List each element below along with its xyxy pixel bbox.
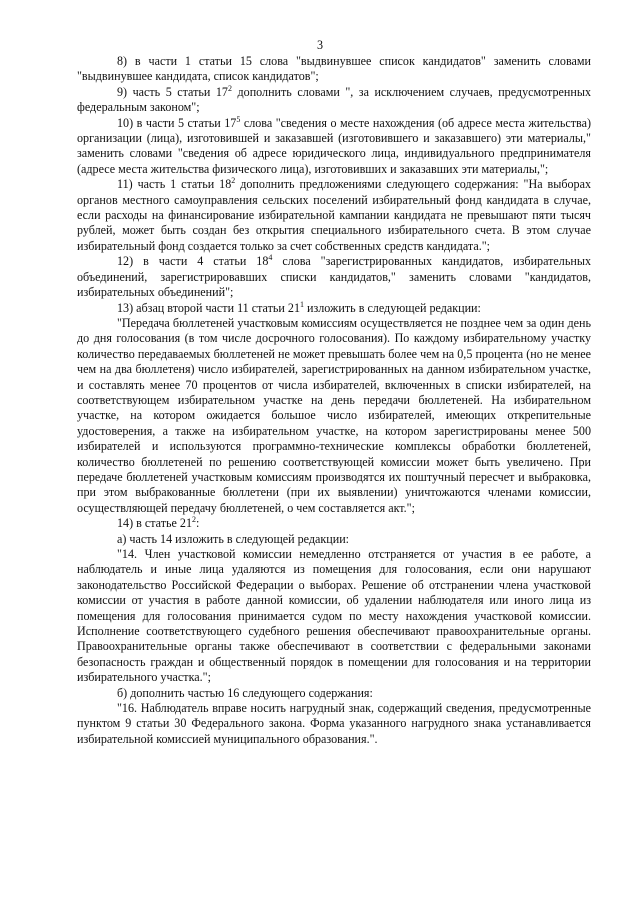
paragraph-text-rest: слова "сведения о месте нахождения (об адресе места жительства) организации (лица), изготовившей и заказавшей (изготовившего и заказавшего) эти материалы," заменить словами "сведения об адресе юридического лица, индивидуального предпринимателя (адресе места жительства физического лица), изготовивших и заказавших эти материалы,"; bbox=[77, 115, 592, 176]
paragraph-text: 8) в части 1 статьи 15 слова "выдвинувшее список кандидатов" заменить словами "выдвинувшее кандидата, список кандидатов"; bbox=[77, 54, 591, 84]
paragraph-text-rest: : bbox=[196, 516, 200, 531]
paragraph-text: б) дополнить частью 16 следующего содержания: bbox=[117, 685, 373, 700]
quoted-part-14-text bbox=[77, 547, 591, 686]
paragraph-text: 14) в статье 21 bbox=[117, 516, 193, 531]
superscript: 1 bbox=[300, 299, 304, 309]
superscript: 2 bbox=[231, 176, 236, 186]
page-number: 3 bbox=[316, 38, 324, 52]
paragraph-item-12 bbox=[77, 254, 591, 300]
paragraph-text: 10) в части 5 статьи 17 bbox=[117, 115, 237, 130]
paragraph-text-rest: дополнить словами ", за исключением случаев, предусмотренных федеральным законом"; bbox=[77, 84, 591, 115]
paragraph-text-rest: дополнить предложениями следующего содержания: "На выборах органов местного самоуправления сельских поселений избирательный фонд кандидата в случае, если расходы на финансирование избирательной кампании кандидата не превышают пяти тысяч рублей, может быть создан без открытия специального избирательного счета. В этом случае избирательный фонд создается только за счет собственных средств кандидата."; bbox=[77, 177, 591, 253]
subparagraph-b bbox=[77, 686, 591, 701]
paragraph-item-8 bbox=[77, 54, 591, 85]
document-body bbox=[77, 54, 591, 747]
paragraph-text: "16. Наблюдатель вправе носить нагрудный знак, содержащий сведения, предусмотренные пунктом 9 статьи 30 Федерального закона. Форма указанного нагрудного знака устанавливается избирательной комиссией муниципального образования.". bbox=[77, 701, 591, 746]
paragraph-text: 12) в части 4 статьи 18 bbox=[117, 254, 269, 269]
paragraph-item-10 bbox=[77, 116, 591, 178]
quoted-part-16-text bbox=[77, 701, 591, 747]
paragraph-text-rest: слова "зарегистрированных кандидатов, избирательных объединений, зарегистрировавших списки кандидатов," заменить словами "кандидатов, избирательных объединений"; bbox=[77, 254, 591, 300]
paragraph-item-14 bbox=[77, 516, 591, 531]
paragraph-item-9 bbox=[77, 85, 591, 116]
paragraph-text: 11) часть 1 статьи 18 bbox=[117, 177, 232, 192]
superscript: 5 bbox=[236, 114, 241, 124]
quoted-ballot-transfer-text bbox=[77, 316, 591, 516]
paragraph-item-11 bbox=[77, 177, 591, 254]
paragraph-text: 13) абзац второй части 11 статьи 21 bbox=[117, 300, 300, 315]
paragraph-text-rest: изложить в следующей редакции: bbox=[304, 300, 481, 315]
paragraph-text: "Передача бюллетеней участковым комиссиям осуществляется не позднее чем за один день до дня голосования (в том числе досрочного голосования). По каждому избирательному участку количество передаваемых бюллетеней не может превышать более чем на 0,5 процента (но не менее чем на два бюллетеня) число избирателей, зарегистрированных на данном избирательном участке, и составлять менее 70 процентов от числа избирателей, включенных в списки избирателей, на соответствующем избирательном участке на день передачи бюллетеней. На избирательном участке, на котором ожидается большое число избирателей, имеющих открепительные удостоверения, а также на избирательном участке, на котором зарегистрированы менее 500 избирателей и используются программно-технические комплексы обработки бюллетеней, количество бюллетеней по решению соответствующей комиссии может быть увеличено. При передаче бюллетеней участковым комиссиям производятся их поштучный пересчет и выбраковка, при этом выбракованные бюллетени (при их выявлении) уничтожаются членами комиссии, осуществляющей передачу бюллетеней, о чем составляется акт."; bbox=[77, 315, 591, 515]
paragraph-text: "14. Член участковой комиссии немедленно отстраняется от участия в ее работе, а наблюдатель и иные лица удаляются из помещения для голосования, если они нарушают законодательство Российской Федерации о выборах. Решение об отстранении члена участковой комиссии от участия в работе данной комиссии, об удалении наблюдателя или иного лица из помещения для голосования принимается судом по месту нахождения участковой комиссии. Исполнение соответствующего судебного решения обеспечивают правоохранительные органы. Правоохранительные органы также обеспечивают в соответствии с федеральными законами безопасность граждан и общественный порядок в помещении для голосования и на территории избирательного участка."; bbox=[77, 547, 591, 685]
superscript: 4 bbox=[268, 253, 273, 263]
superscript: 2 bbox=[192, 515, 197, 525]
superscript: 2 bbox=[227, 83, 232, 93]
paragraph-item-13 bbox=[77, 301, 591, 316]
subparagraph-a bbox=[77, 532, 591, 547]
paragraph-text: а) часть 14 изложить в следующей редакции: bbox=[117, 531, 350, 546]
paragraph-text: 9) часть 5 статьи 17 bbox=[117, 84, 228, 99]
